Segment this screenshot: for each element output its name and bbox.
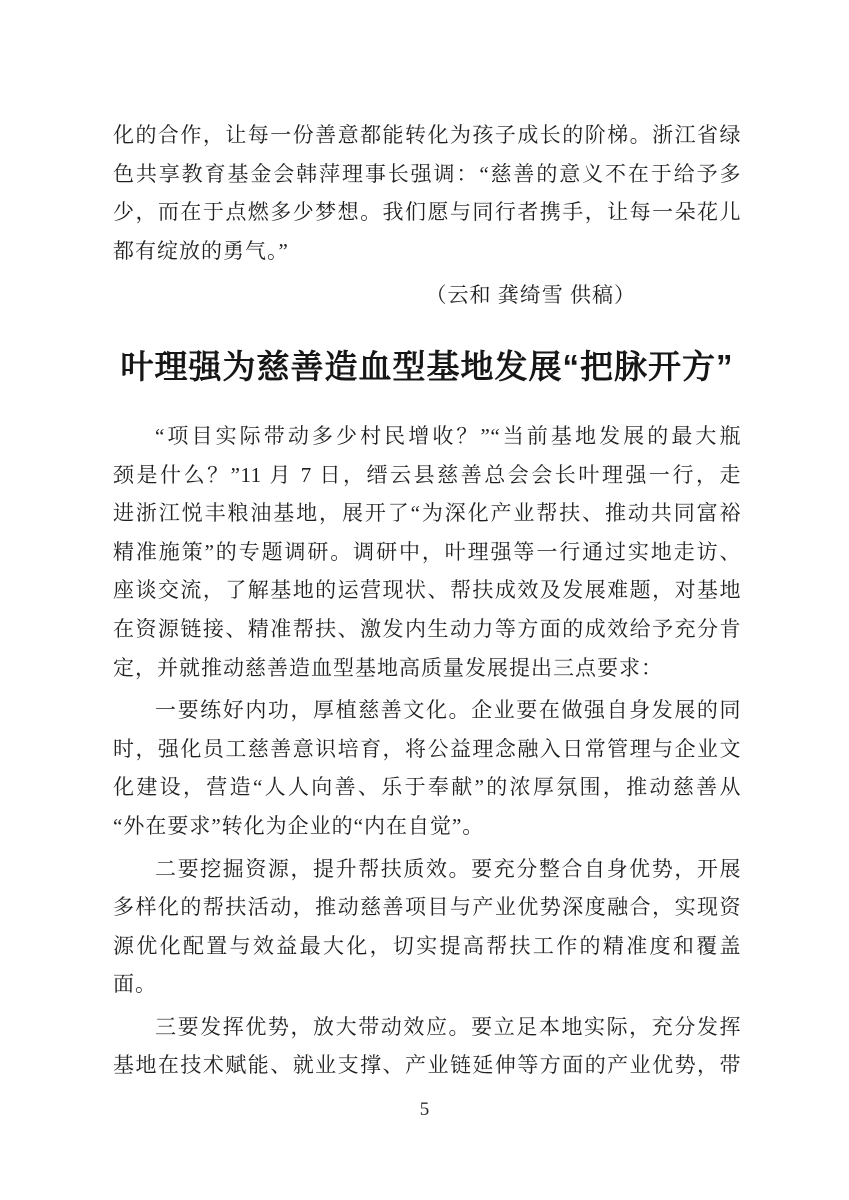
text-line: “外在要求”转化为企业的“内在自觉”。: [113, 813, 485, 838]
text-line: 多样化的帮扶活动，推动慈善项目与产业优势深度融合，实现资: [113, 895, 741, 920]
text-line: 面。: [113, 972, 157, 997]
text-line: 都有绽放的勇气。”: [113, 238, 289, 263]
text-line: 二要挖掘资源，提升帮扶质效。要充分整合自身优势，开展: [155, 856, 741, 881]
text-line: 颈是什么？”11 月 7 日，缙云县慈善总会会长叶理强一行，走: [113, 462, 741, 487]
text-line: 少，而在于点燃多少梦想。我们愿与同行者携手，让每一朵花儿: [113, 200, 741, 225]
text-line: “项目实际带动多少村民增收？”“当前基地发展的最大瓶: [155, 423, 741, 448]
text-line: 座谈交流，了解基地的运营现状、帮扶成效及发展难题，对基地: [113, 578, 741, 603]
text-block: [113, 116, 741, 1085]
page-number: 5: [419, 1099, 430, 1120]
text-line: 化建设，营造“人人向善、乐于奉献”的浓厚氛围，推动慈善从: [113, 775, 741, 800]
paragraph-point-three: [113, 1008, 741, 1085]
text-line: 三要发挥优势，放大带动效应。要立足本地实际，充分发挥: [155, 1014, 741, 1039]
text-line: 源优化配置与效益最大化，切实提高帮扶工作的精准度和覆盖: [113, 933, 741, 958]
text-line: 化的合作，让每一份善意都能转化为孩子成长的阶梯。浙江省绿: [113, 123, 741, 147]
article-title: 叶理强为慈善造血型基地发展“把脉开方”: [120, 347, 734, 385]
text-line: 基地在技术赋能、就业支撑、产业链延伸等方面的产业优势，带: [113, 1053, 741, 1078]
text-line: 进浙江悦丰粮油基地，展开了“为深化产业帮扶、推动共同富裕: [113, 501, 741, 526]
paragraph-point-two: [113, 850, 741, 1004]
text-line: 时，强化员工慈善意识培育，将公益理念融入日常管理与企业文: [113, 736, 741, 761]
continued-paragraph: [113, 116, 741, 270]
byline: （云和 龚绮雪 供稿）: [425, 283, 636, 308]
paragraph-intro: [113, 417, 741, 687]
text-line: 精准施策”的专题调研。调研中，叶理强等一行通过实地走访、: [113, 539, 741, 564]
text-line: 色共享教育基金会韩萍理事长强调：“慈善的意义不在于给予多: [113, 161, 741, 186]
text-line: 在资源链接、精准帮扶、激发内生动力等方面的成效给予充分肯: [113, 616, 741, 641]
paragraph-point-one: [113, 691, 741, 845]
text-line: 一要练好内功，厚植慈善文化。企业要在做强自身发展的同: [155, 698, 741, 723]
text-line: 定，并就推动慈善造血型基地高质量发展提出三点要求：: [113, 655, 663, 680]
